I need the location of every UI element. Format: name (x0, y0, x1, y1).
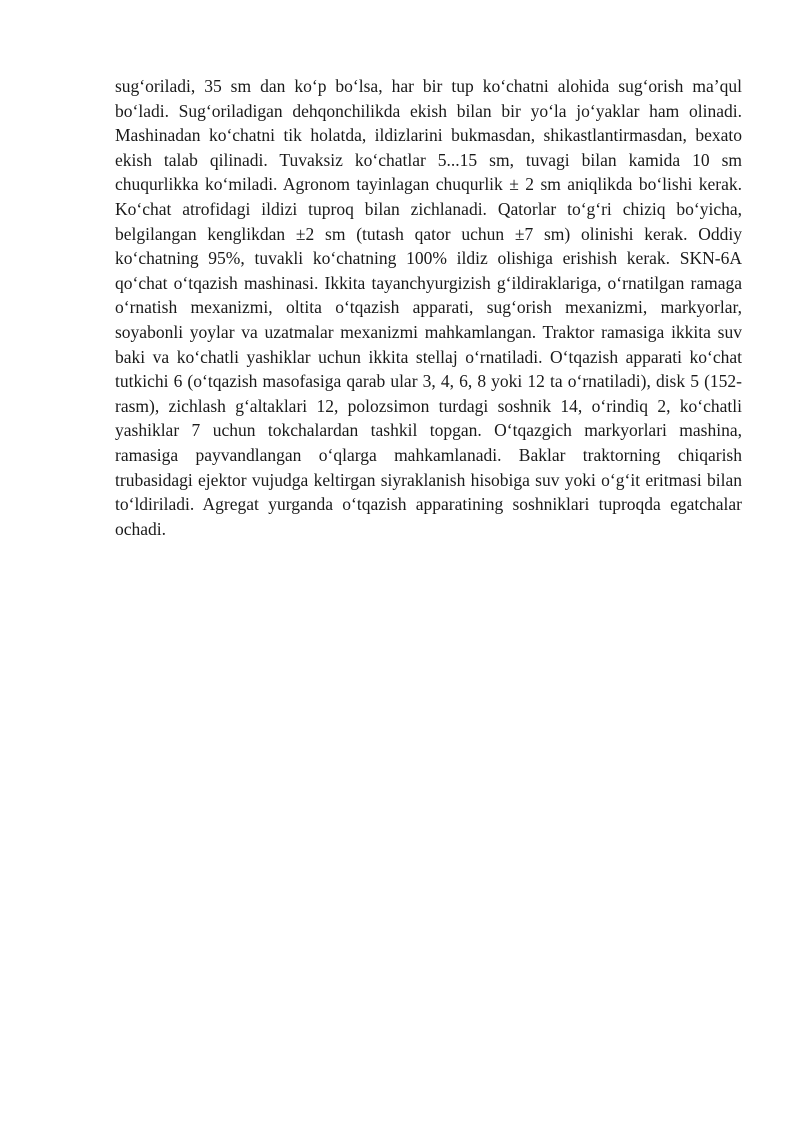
body-paragraph: sug‘oriladi, 35 sm dan ko‘p bo‘lsa, har bir tup ko‘chatni alohida sug‘orish ma’qul bo‘ladi. Sug‘oriladigan dehqonchilikda ekish bilan bir yo‘la jo‘yaklar ham olinadi. Mashinadan ko‘chatni tik holatda, ildizlarini bukmasdan, shikastlantirmasdan, bexato ekish talab qilinadi. Tuvaksiz ko‘chatlar 5...15 sm, tuvagi bilan kamida 10 sm chuqurlikka ko‘miladi. Agronom tayinlagan chuqurlik ± 2 sm aniqlikda bo‘lishi kerak. Ko‘chat atrofidagi ildizi tuproq bilan zichlanadi. Qatorlar to‘g‘ri chiziq bo‘yicha, belgilangan kenglikdan ±2 sm (tutash qator uchun ±7 sm) olinishi kerak. Oddiy ko‘chatning 95%, tuvakli ko‘chatning 100% ildiz olishiga erishish kerak. SKN-6A qo‘chat o‘tqazish mashinasi. Ikkita tayanchyurgizish g‘ildiraklariga, o‘rnatilgan ramaga o‘rnatish mexanizmi, oltita o‘tqazish apparati, sug‘orish mexanizmi, markyorlar, soyabonli yoylar va uzatmalar mexanizmi mahkamlangan. Traktor ramasiga ikkita suv baki va ko‘chatli yashiklar uchun ikkita stellaj o‘rnatiladi. O‘tqazish apparati ko‘chat tutkichi 6 (o‘tqazish masofasiga qarab ular 3, 4, 6, 8 yoki 12 ta o‘rnatiladi), disk 5 (152- rasm), zichlash g‘altaklari 12, polozsimon turdagi soshnik 14, o‘rindiq 2, ko‘chatli yashiklar 7 uchun tokchalardan tashkil topgan. O‘tqazgich markyorlari mashina, ramasiga payvandlangan o‘qlarga mahkamlanadi. Baklar traktorning chiqarish trubasidagi ejektor vujudga keltirgan siyraklanish hisobiga suv yoki o‘g‘it eritmasi bilan to‘ldiriladi. Agregat yurganda o‘tqazish apparatining soshniklari tuproqda egatchalar ochadi. (115, 76, 742, 539)
